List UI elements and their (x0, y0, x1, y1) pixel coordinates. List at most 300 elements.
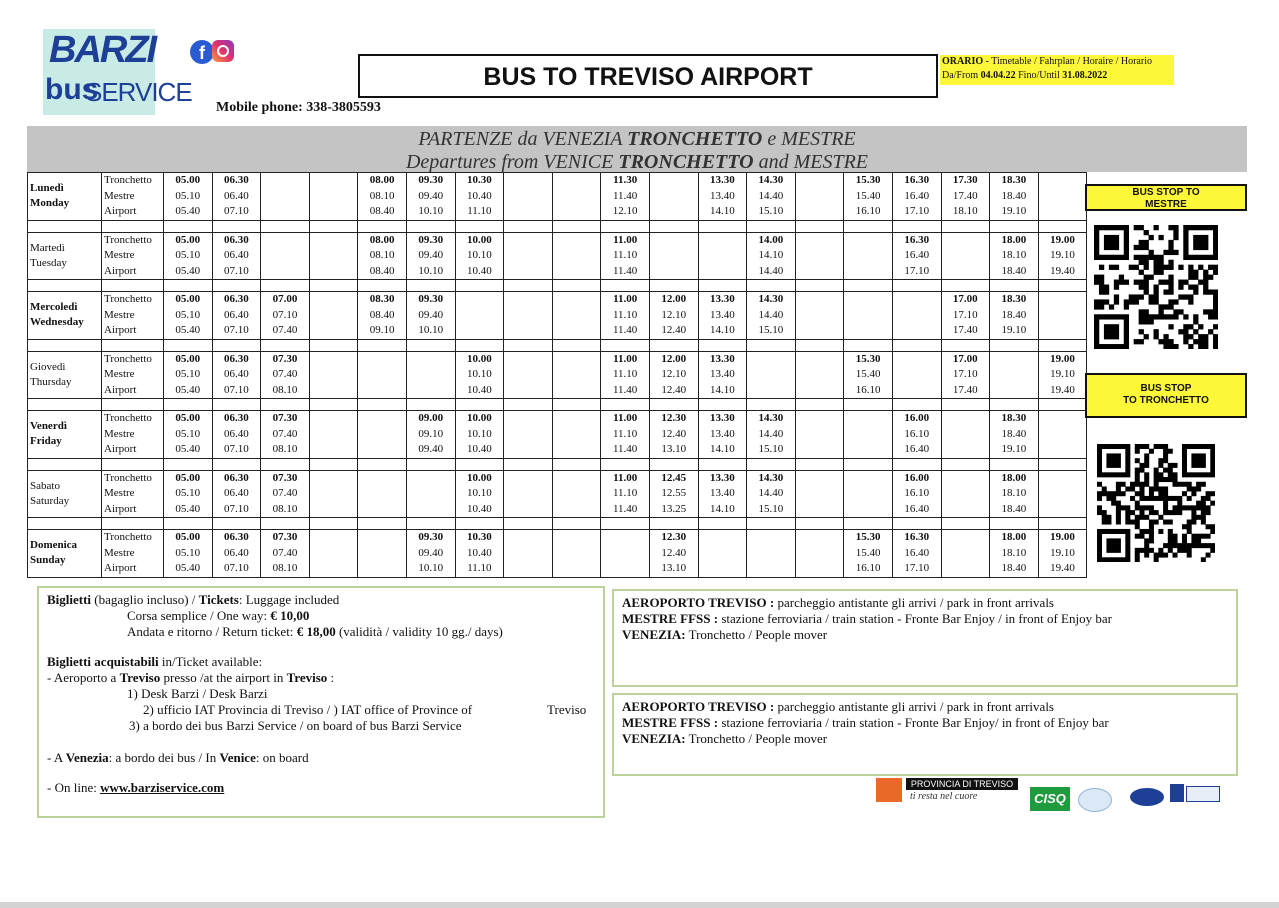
time-mestre: 07.40 (272, 427, 298, 440)
separator-cell (698, 220, 747, 232)
time-airport: 15.10 (758, 443, 784, 455)
qr-pattern (1097, 444, 1215, 562)
time-mestre: 11.10 (612, 249, 638, 261)
departure-cell (164, 530, 213, 578)
separator-cell (552, 458, 601, 470)
empty-cell (747, 530, 796, 578)
separator-cell (990, 280, 1039, 292)
separator-cell (406, 399, 455, 411)
empty-cell (309, 530, 358, 578)
empty-cell (892, 351, 941, 399)
separator-cell (844, 280, 893, 292)
stop-names (102, 411, 164, 459)
time-airport: 12.40 (661, 324, 687, 336)
t-l9-t2: : a bordo dei bus / In (108, 750, 220, 765)
empty-cell (455, 292, 504, 340)
t-l4-b: Biglietti acquistabili (47, 654, 159, 669)
empty-cell (844, 470, 893, 518)
separator-cell (261, 220, 310, 232)
t-l1-b2: Tickets (198, 592, 239, 607)
time-airport: 17.40 (952, 383, 978, 396)
time-tronchetto: 10.30 (466, 531, 492, 543)
departure-cell (358, 232, 407, 280)
time-mestre: 11.10 (612, 487, 638, 499)
separator-cell (649, 399, 698, 411)
time-airport: 10.40 (466, 383, 492, 396)
time-mestre: 13.40 (709, 189, 735, 202)
separator-cell (455, 399, 504, 411)
time-mestre: 06.40 (224, 249, 249, 261)
departure-cell (455, 351, 504, 399)
facebook-icon[interactable]: f (190, 40, 214, 64)
tickets-line-4 (47, 654, 595, 670)
time-airport: 16.10 (855, 205, 881, 217)
departure-cell (649, 351, 698, 399)
time-airport: 10.10 (418, 562, 444, 574)
empty-cell (941, 470, 990, 518)
time-tronchetto: 09.30 (418, 174, 444, 186)
stop-name: Airport (104, 205, 137, 217)
separator-cell (844, 458, 893, 470)
mestre-label-line1: BUS STOP TO (1132, 187, 1200, 198)
empty-cell (309, 173, 358, 221)
separator-cell (309, 280, 358, 292)
time-airport: 11.40 (612, 443, 638, 455)
time-airport: 07.10 (224, 264, 249, 277)
stop-names (102, 292, 164, 340)
time-airport: 15.10 (758, 502, 784, 515)
empty-cell (1038, 411, 1087, 459)
departure-cell (747, 470, 796, 518)
separator-cell (28, 339, 102, 351)
time-mestre: 05.10 (175, 189, 201, 202)
empty-cell (309, 232, 358, 280)
time-mestre: 15.40 (855, 546, 881, 559)
time-mestre: 05.10 (175, 487, 201, 499)
departures-banner (27, 126, 1247, 172)
bus-stops-box-2 (612, 693, 1238, 776)
departure-cell (892, 470, 941, 518)
empty-cell (552, 530, 601, 578)
departure-cell (892, 173, 941, 221)
qr-code-mestre[interactable] (1094, 225, 1218, 347)
t-l1-t1: (bagaglio incluso) / (91, 592, 199, 607)
departure-cell (261, 470, 310, 518)
time-airport: 08.10 (272, 562, 298, 574)
departure-cell (212, 351, 261, 399)
time-mestre: 16.40 (904, 546, 930, 559)
tickets-line-2 (47, 608, 595, 624)
departure-cell (455, 470, 504, 518)
loc1-a-b: AEROPORTO TREVISO : (622, 595, 775, 610)
banner-it-bold: TRONCHETTO (627, 128, 763, 150)
time-mestre: 14.40 (758, 427, 784, 440)
stop-name: Mestre (104, 189, 135, 202)
time-airport: 18.40 (1001, 562, 1027, 574)
separator-cell (261, 518, 310, 530)
day-english: Monday (30, 197, 70, 209)
bottom-rule (0, 902, 1279, 908)
time-tronchetto: 09.00 (418, 412, 444, 424)
bus-stop-mestre-label (1085, 184, 1247, 211)
time-mestre: 09.40 (418, 546, 444, 559)
time-mestre: 07.40 (272, 546, 298, 559)
time-mestre: 05.10 (175, 427, 201, 440)
departure-cell (455, 232, 504, 280)
separator-cell (504, 399, 553, 411)
stop-name: Mestre (104, 546, 135, 559)
separator-cell (892, 399, 941, 411)
time-airport: 14.10 (709, 502, 735, 515)
empty-cell (698, 232, 747, 280)
separator-cell (102, 518, 164, 530)
separator-cell (552, 220, 601, 232)
certification-icon (1078, 788, 1112, 812)
time-tronchetto: 18.30 (1001, 293, 1027, 305)
day-row (28, 351, 1087, 399)
separator-cell (164, 518, 213, 530)
time-tronchetto: 10.30 (466, 174, 492, 186)
separator-cell (698, 518, 747, 530)
stop-names (102, 232, 164, 280)
separator-cell (990, 399, 1039, 411)
time-mestre: 15.40 (855, 368, 881, 380)
time-airport: 14.10 (709, 443, 735, 455)
day-label (28, 173, 102, 221)
separator-cell (795, 220, 844, 232)
stop-names (102, 530, 164, 578)
orario-label: ORARIO (942, 56, 984, 67)
loc1-a-t: parcheggio antistante gli arrivi / park in front arrivals (774, 595, 1054, 610)
mestre-label-line2: MESTRE (1145, 199, 1187, 210)
time-tronchetto: 06.30 (224, 293, 249, 305)
departure-cell (698, 411, 747, 459)
separator-cell (102, 339, 164, 351)
time-mestre: 08.40 (369, 308, 395, 321)
separator-cell (747, 280, 796, 292)
time-mestre: 07.10 (272, 308, 298, 321)
time-airport: 14.10 (709, 383, 735, 396)
empty-cell (309, 411, 358, 459)
time-airport: 10.40 (466, 502, 492, 515)
loc2-venezia (622, 731, 1228, 747)
departure-cell (406, 173, 455, 221)
time-mestre: 10.40 (466, 546, 492, 559)
bus-stop-tronchetto-label (1085, 373, 1247, 418)
loc1-venezia (622, 627, 1228, 643)
time-airport: 13.10 (661, 562, 687, 574)
separator-cell (747, 399, 796, 411)
time-tronchetto: 13.30 (709, 293, 735, 305)
separator-cell (892, 220, 941, 232)
departure-cell (406, 232, 455, 280)
empty-cell (504, 292, 553, 340)
loc2-a-b: AEROPORTO TREVISO : (622, 699, 775, 714)
time-airport: 19.10 (1001, 205, 1027, 217)
stop-names (102, 351, 164, 399)
empty-cell (309, 470, 358, 518)
loc1-airport (622, 595, 1228, 611)
time-tronchetto: 16.00 (904, 412, 930, 424)
row-separator (28, 280, 1087, 292)
tickets-line-7 (47, 702, 595, 718)
separator-cell (698, 280, 747, 292)
social-icons[interactable] (190, 40, 240, 66)
empty-cell (552, 173, 601, 221)
time-airport: 14.10 (709, 324, 735, 336)
time-airport: 09.40 (418, 443, 444, 455)
separator-cell (649, 458, 698, 470)
separator-cell (28, 220, 102, 232)
row-separator (28, 518, 1087, 530)
tickets-line-5 (47, 670, 595, 686)
day-label (28, 530, 102, 578)
time-tronchetto: 18.00 (1001, 233, 1027, 246)
separator-cell (795, 339, 844, 351)
t-l5-b2: Treviso (286, 670, 328, 685)
day-italian: Giovedì (30, 360, 66, 373)
separator-cell (844, 518, 893, 530)
shield-icon (1170, 784, 1184, 802)
departure-cell (698, 173, 747, 221)
time-airport: 08.10 (272, 502, 298, 515)
tickets-line-6: 1) Desk Barzi / Desk Barzi (127, 686, 268, 701)
empty-cell (406, 470, 455, 518)
time-tronchetto: 14.30 (758, 293, 784, 305)
departure-cell (164, 292, 213, 340)
departure-cell (261, 530, 310, 578)
time-tronchetto: 13.30 (709, 471, 735, 484)
t-l2-t: Corsa semplice / One way: (127, 608, 271, 623)
website-link[interactable]: www.barziservice.com (100, 780, 225, 795)
time-airport: 11.40 (612, 502, 638, 515)
separator-cell (941, 518, 990, 530)
mobile-phone: Mobile phone: 338-3805593 (216, 100, 381, 115)
empty-cell (552, 411, 601, 459)
separator-cell (795, 518, 844, 530)
time-tronchetto: 16.00 (904, 471, 930, 484)
time-mestre: 18.10 (1001, 487, 1027, 499)
time-tronchetto: 06.30 (224, 233, 249, 246)
time-mestre: 13.40 (709, 427, 735, 440)
time-mestre: 17.40 (952, 189, 978, 202)
departure-cell (892, 232, 941, 280)
tickets-line-8: 3) a bordo dei bus Barzi Service / on board of bus Barzi Service (129, 718, 462, 733)
instagram-icon[interactable] (212, 40, 234, 62)
time-tronchetto: 08.00 (369, 174, 395, 186)
t-l9-b2: Venice (219, 750, 256, 765)
day-italian: Venerdì (30, 420, 67, 432)
separator-cell (164, 339, 213, 351)
badge-icon (1130, 788, 1164, 806)
time-mestre: 05.10 (175, 368, 201, 380)
separator-cell (102, 399, 164, 411)
time-tronchetto: 07.00 (272, 293, 298, 305)
separator-cell (990, 220, 1039, 232)
time-tronchetto: 08.30 (369, 293, 395, 305)
provincia-motto: ti resta nel cuore (910, 791, 978, 802)
day-row (28, 292, 1087, 340)
time-tronchetto: 12.00 (661, 293, 687, 305)
departure-cell (747, 411, 796, 459)
time-airport: 17.10 (904, 264, 930, 277)
time-mestre: 19.10 (1050, 368, 1075, 380)
empty-cell (795, 173, 844, 221)
separator-cell (358, 339, 407, 351)
separator-cell (795, 280, 844, 292)
time-tronchetto: 10.00 (466, 352, 492, 365)
stop-name: Tronchetto (104, 352, 152, 365)
time-airport: 08.40 (369, 205, 395, 217)
time-mestre: 16.10 (904, 487, 930, 499)
empty-cell (601, 530, 650, 578)
stop-name: Mestre (104, 487, 135, 499)
time-mestre: 11.40 (612, 189, 638, 202)
empty-cell (358, 530, 407, 578)
time-airport: 16.40 (904, 443, 930, 455)
departure-cell (164, 411, 213, 459)
day-english: Friday (30, 435, 62, 447)
day-label (28, 232, 102, 280)
separator-cell (261, 339, 310, 351)
day-italian: Sabato (30, 479, 60, 492)
departure-cell (406, 411, 455, 459)
empty-cell (504, 411, 553, 459)
time-mestre: 18.10 (1001, 546, 1027, 559)
loc2-a-t: parcheggio antistante gli arrivi / park in front arrivals (774, 699, 1054, 714)
time-airport: 18.40 (1001, 502, 1027, 515)
until-date: 31.08.2022 (1062, 70, 1108, 81)
separator-cell (504, 518, 553, 530)
time-mestre: 10.10 (466, 487, 492, 499)
time-tronchetto: 11.00 (613, 412, 638, 424)
separator-cell (358, 220, 407, 232)
time-airport: 10.10 (418, 205, 444, 217)
empty-cell (892, 292, 941, 340)
time-tronchetto: 11.00 (613, 471, 638, 484)
time-airport: 17.40 (952, 324, 978, 336)
departure-cell (649, 530, 698, 578)
loc2-v-b: VENEZIA: (622, 731, 686, 746)
separator-cell (358, 458, 407, 470)
time-airport: 14.10 (709, 205, 735, 217)
time-tronchetto: 05.00 (175, 174, 201, 186)
time-airport: 08.40 (369, 264, 395, 277)
empty-cell (941, 530, 990, 578)
departure-cell (698, 470, 747, 518)
departure-cell (844, 530, 893, 578)
time-tronchetto: 06.30 (224, 174, 249, 186)
empty-cell (309, 351, 358, 399)
separator-cell (844, 220, 893, 232)
time-tronchetto: 15.30 (855, 352, 881, 365)
separator-cell (309, 220, 358, 232)
time-tronchetto: 09.30 (418, 233, 444, 246)
separator-cell (28, 518, 102, 530)
time-tronchetto: 16.30 (904, 233, 930, 246)
time-mestre: 17.10 (952, 308, 978, 321)
time-mestre: 05.10 (175, 308, 201, 321)
empty-cell (552, 292, 601, 340)
day-label (28, 411, 102, 459)
time-mestre: 07.40 (272, 368, 298, 380)
empty-cell (358, 470, 407, 518)
time-airport: 19.10 (1001, 324, 1027, 336)
departure-cell (892, 530, 941, 578)
stop-name: Airport (104, 502, 137, 515)
until-label: Fino/Until (1015, 70, 1063, 81)
time-tronchetto: 09.30 (418, 293, 444, 305)
time-tronchetto: 19.00 (1050, 233, 1075, 246)
time-mestre: 11.10 (612, 368, 638, 380)
time-mestre: 05.10 (175, 546, 201, 559)
departure-cell (601, 411, 650, 459)
departure-cell (261, 351, 310, 399)
separator-cell (309, 458, 358, 470)
banner-english (27, 151, 1247, 174)
time-tronchetto: 09.30 (418, 531, 444, 543)
separator-cell (1038, 518, 1087, 530)
tickets-line-10 (47, 780, 595, 796)
time-airport: 10.40 (466, 443, 492, 455)
separator-cell (212, 458, 261, 470)
separator-cell (455, 339, 504, 351)
time-airport: 15.10 (758, 324, 784, 336)
logo-bus: bus (45, 73, 99, 106)
separator-cell (1038, 220, 1087, 232)
departure-cell (601, 470, 650, 518)
time-tronchetto: 07.30 (272, 531, 298, 543)
departure-cell (747, 232, 796, 280)
time-mestre: 14.40 (758, 487, 784, 499)
empty-cell (649, 232, 698, 280)
t-l3-t: Andata e ritorno / Return ticket: (127, 624, 297, 639)
empty-cell (844, 232, 893, 280)
day-row (28, 470, 1087, 518)
time-tronchetto: 05.00 (175, 352, 201, 365)
day-row (28, 232, 1087, 280)
empty-cell (795, 351, 844, 399)
row-separator (28, 458, 1087, 470)
departure-cell (261, 292, 310, 340)
separator-cell (601, 220, 650, 232)
time-tronchetto: 18.00 (1001, 531, 1027, 543)
time-airport: 13.25 (661, 502, 687, 515)
time-mestre: 16.40 (904, 189, 930, 202)
time-airport: 18.40 (1001, 264, 1027, 277)
time-airport: 07.10 (224, 383, 249, 396)
time-airport: 10.10 (418, 324, 444, 336)
separator-cell (504, 220, 553, 232)
separator-cell (601, 518, 650, 530)
separator-cell (28, 458, 102, 470)
qr-code-tronchetto[interactable] (1097, 444, 1215, 562)
time-airport: 08.10 (272, 443, 298, 455)
departure-cell (212, 411, 261, 459)
time-tronchetto: 12.30 (661, 531, 687, 543)
departure-cell (1038, 232, 1087, 280)
separator-cell (406, 280, 455, 292)
tickets-line-9 (47, 750, 595, 766)
time-tronchetto: 16.30 (904, 174, 930, 186)
separator-cell (552, 518, 601, 530)
empty-cell (504, 351, 553, 399)
empty-cell (795, 232, 844, 280)
empty-cell (649, 173, 698, 221)
time-mestre: 13.40 (709, 308, 735, 321)
loc1-v-t: Tronchetto / People mover (685, 627, 828, 642)
time-tronchetto: 14.30 (758, 412, 784, 424)
